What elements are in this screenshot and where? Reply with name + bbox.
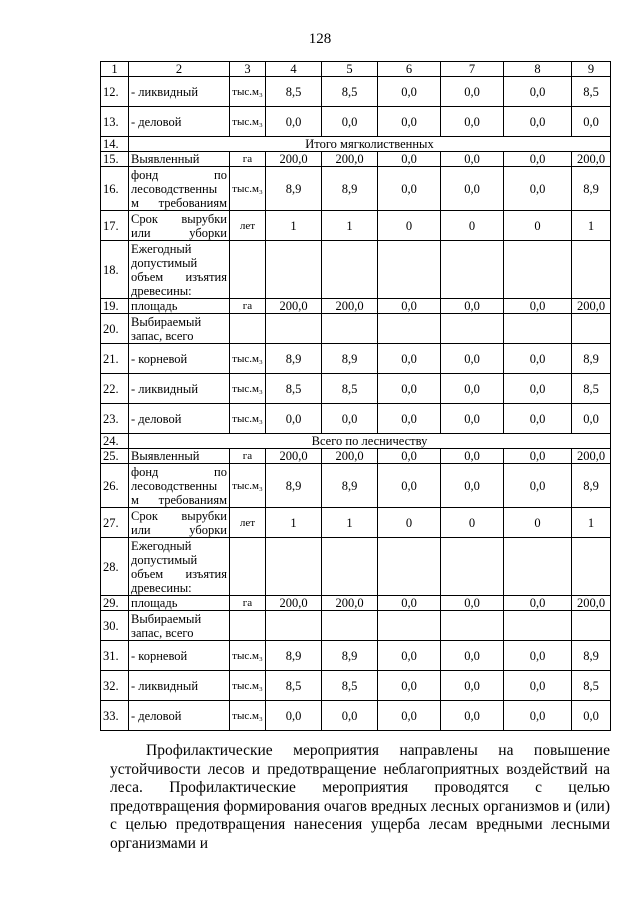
value-cell: 200,0 [572, 596, 611, 611]
unit-cell: га [230, 449, 266, 464]
header-cell: 6 [378, 62, 441, 77]
value-cell: 0,0 [378, 344, 441, 374]
header-cell: 9 [572, 62, 611, 77]
row-name: площадь [129, 299, 230, 314]
value-cell: 0 [441, 211, 504, 241]
row-name: - ликвидный [129, 77, 230, 107]
value-cell: 8,5 [322, 77, 378, 107]
value-cell: 200,0 [572, 152, 611, 167]
body-text [110, 742, 610, 853]
value-cell: 8,5 [572, 671, 611, 701]
row-number: 29. [101, 596, 129, 611]
table-row [101, 701, 611, 731]
value-cell: 0,0 [504, 404, 572, 434]
value-cell: 200,0 [322, 152, 378, 167]
row-number: 28. [101, 538, 129, 596]
row-name: - корневой [129, 641, 230, 671]
table-row [101, 107, 611, 137]
table-row [101, 508, 611, 538]
row-number: 18. [101, 241, 129, 299]
value-cell: 8,5 [572, 77, 611, 107]
value-cell: 0,0 [504, 449, 572, 464]
value-cell: 0,0 [322, 701, 378, 731]
row-name: Срок вырубки или уборки [129, 211, 230, 241]
row-name: - корневой [129, 344, 230, 374]
value-cell: 0,0 [266, 107, 322, 137]
value-cell: 0,0 [441, 671, 504, 701]
value-cell [378, 241, 441, 299]
value-cell: 8,9 [266, 464, 322, 508]
page-number: 128 [308, 31, 332, 47]
value-cell: 0,0 [504, 464, 572, 508]
value-cell: 8,9 [572, 344, 611, 374]
value-cell: 0,0 [441, 449, 504, 464]
value-cell: 8,9 [266, 167, 322, 211]
table-row [101, 344, 611, 374]
value-cell: 1 [322, 211, 378, 241]
value-cell: 0,0 [504, 107, 572, 137]
value-cell: 200,0 [322, 449, 378, 464]
value-cell: 0,0 [504, 167, 572, 211]
row-number: 30. [101, 611, 129, 641]
row-number: 27. [101, 508, 129, 538]
value-cell: 0,0 [441, 596, 504, 611]
row-name: фонд по лесоводственны м требованиям [129, 464, 230, 508]
value-cell [322, 241, 378, 299]
value-cell: 0,0 [378, 167, 441, 211]
unit-cell [230, 314, 266, 344]
row-number: 20. [101, 314, 129, 344]
unit-cell: тыс.м₃ [230, 167, 266, 211]
row-number: 25. [101, 449, 129, 464]
value-cell [266, 611, 322, 641]
value-cell: 0,0 [378, 671, 441, 701]
header-cell: 5 [322, 62, 378, 77]
value-cell [266, 314, 322, 344]
value-cell: 0,0 [504, 152, 572, 167]
value-cell: 200,0 [322, 596, 378, 611]
unit-cell: тыс.м₃ [230, 641, 266, 671]
unit-cell: тыс.м₃ [230, 344, 266, 374]
unit-cell: тыс.м₃ [230, 374, 266, 404]
value-cell: 200,0 [572, 449, 611, 464]
value-cell: 0,0 [378, 404, 441, 434]
value-cell: 0,0 [378, 77, 441, 107]
value-cell: 200,0 [266, 152, 322, 167]
row-name: Выявленный [129, 152, 230, 167]
value-cell: 8,5 [266, 671, 322, 701]
value-cell: 0,0 [378, 299, 441, 314]
value-cell: 200,0 [266, 596, 322, 611]
value-cell: 0 [378, 211, 441, 241]
row-name: Ежегодный допустимый объем изъятия древесины: [129, 241, 230, 299]
value-cell: 0,0 [572, 404, 611, 434]
row-name: Выбираемый запас, всего [129, 611, 230, 641]
section-title: Всего по лесничеству [129, 434, 611, 449]
table-row [101, 641, 611, 671]
value-cell: 0 [441, 508, 504, 538]
row-name: - деловой [129, 107, 230, 137]
section-row [101, 137, 611, 152]
value-cell: 0,0 [572, 107, 611, 137]
table-row [101, 299, 611, 314]
value-cell: 0,0 [441, 701, 504, 731]
value-cell [441, 241, 504, 299]
table-row [101, 152, 611, 167]
value-cell [504, 538, 572, 596]
value-cell: 0,0 [378, 152, 441, 167]
unit-cell: тыс.м₃ [230, 701, 266, 731]
unit-cell: га [230, 299, 266, 314]
unit-cell: га [230, 152, 266, 167]
unit-cell [230, 538, 266, 596]
row-number: 16. [101, 167, 129, 211]
value-cell: 0,0 [504, 701, 572, 731]
row-number: 17. [101, 211, 129, 241]
row-name: - ликвидный [129, 671, 230, 701]
row-number: 21. [101, 344, 129, 374]
unit-cell: лет [230, 211, 266, 241]
value-cell: 0,0 [378, 596, 441, 611]
row-number: 23. [101, 404, 129, 434]
table-row [101, 538, 611, 596]
row-name: - деловой [129, 701, 230, 731]
row-number: 26. [101, 464, 129, 508]
value-cell: 8,5 [266, 374, 322, 404]
unit-cell: лет [230, 508, 266, 538]
table-row [101, 671, 611, 701]
value-cell: 0 [504, 211, 572, 241]
value-cell: 0,0 [266, 404, 322, 434]
table-row [101, 374, 611, 404]
unit-cell: тыс.м₃ [230, 464, 266, 508]
value-cell: 8,9 [266, 641, 322, 671]
value-cell: 0,0 [504, 299, 572, 314]
value-cell [572, 241, 611, 299]
value-cell: 1 [266, 211, 322, 241]
table-row [101, 404, 611, 434]
value-cell [572, 611, 611, 641]
value-cell: 0,0 [378, 449, 441, 464]
value-cell: 1 [572, 211, 611, 241]
unit-cell: га [230, 596, 266, 611]
row-number: 19. [101, 299, 129, 314]
value-cell [504, 241, 572, 299]
value-cell: 0,0 [322, 107, 378, 137]
table-row [101, 167, 611, 211]
unit-cell: тыс.м₃ [230, 107, 266, 137]
table-row [101, 596, 611, 611]
value-cell: 8,9 [322, 464, 378, 508]
value-cell [441, 538, 504, 596]
header-cell: 3 [230, 62, 266, 77]
row-name: Выбираемый запас, всего [129, 314, 230, 344]
value-cell [441, 611, 504, 641]
value-cell: 0,0 [378, 464, 441, 508]
value-cell: 0,0 [504, 641, 572, 671]
row-number: 13. [101, 107, 129, 137]
value-cell: 8,5 [322, 374, 378, 404]
row-number: 32. [101, 671, 129, 701]
header-cell: 1 [101, 62, 129, 77]
table-body [101, 62, 611, 731]
row-number: 14. [101, 137, 129, 152]
value-cell: 0,0 [441, 464, 504, 508]
table-row [101, 77, 611, 107]
header-cell: 7 [441, 62, 504, 77]
value-cell: 0,0 [504, 596, 572, 611]
value-cell: 0,0 [322, 404, 378, 434]
value-cell: 8,9 [572, 167, 611, 211]
value-cell: 200,0 [266, 449, 322, 464]
value-cell: 0,0 [378, 374, 441, 404]
unit-cell: тыс.м₃ [230, 404, 266, 434]
value-cell: 0 [504, 508, 572, 538]
value-cell: 8,5 [266, 77, 322, 107]
value-cell: 1 [572, 508, 611, 538]
value-cell: 1 [266, 508, 322, 538]
row-number: 22. [101, 374, 129, 404]
value-cell: 0,0 [441, 299, 504, 314]
value-cell: 8,9 [322, 344, 378, 374]
value-cell: 200,0 [572, 299, 611, 314]
section-row [101, 434, 611, 449]
section-title: Итого мягколиственных [129, 137, 611, 152]
row-number: 12. [101, 77, 129, 107]
row-name: - деловой [129, 404, 230, 434]
table-row [101, 611, 611, 641]
value-cell [378, 314, 441, 344]
value-cell [504, 314, 572, 344]
value-cell [322, 611, 378, 641]
value-cell: 0,0 [441, 77, 504, 107]
value-cell: 8,5 [322, 671, 378, 701]
value-cell: 0,0 [378, 107, 441, 137]
value-cell: 0,0 [441, 107, 504, 137]
unit-cell: тыс.м₃ [230, 671, 266, 701]
unit-cell [230, 611, 266, 641]
value-cell [378, 611, 441, 641]
value-cell: 200,0 [322, 299, 378, 314]
value-cell: 0,0 [378, 701, 441, 731]
value-cell: 200,0 [266, 299, 322, 314]
value-cell: 8,9 [266, 344, 322, 374]
value-cell: 0,0 [441, 404, 504, 434]
value-cell [266, 241, 322, 299]
value-cell [322, 538, 378, 596]
forest-data-table [100, 61, 611, 731]
value-cell [378, 538, 441, 596]
value-cell: 8,5 [572, 374, 611, 404]
row-number: 24. [101, 434, 129, 449]
value-cell: 0,0 [441, 641, 504, 671]
value-cell: 1 [322, 508, 378, 538]
value-cell [441, 314, 504, 344]
unit-cell [230, 241, 266, 299]
value-cell: 0 [378, 508, 441, 538]
row-number: 15. [101, 152, 129, 167]
value-cell: 0,0 [504, 671, 572, 701]
value-cell [504, 611, 572, 641]
value-cell: 0,0 [504, 374, 572, 404]
row-number: 33. [101, 701, 129, 731]
row-name: площадь [129, 596, 230, 611]
row-number: 31. [101, 641, 129, 671]
value-cell: 0,0 [441, 374, 504, 404]
value-cell: 8,9 [572, 464, 611, 508]
value-cell: 8,9 [572, 641, 611, 671]
value-cell: 0,0 [504, 77, 572, 107]
row-name: фонд по лесоводственны м требованиям [129, 167, 230, 211]
table-row [101, 464, 611, 508]
value-cell: 8,9 [322, 167, 378, 211]
row-name: - ликвидный [129, 374, 230, 404]
value-cell: 0,0 [378, 641, 441, 671]
value-cell: 0,0 [441, 152, 504, 167]
value-cell: 0,0 [441, 167, 504, 211]
value-cell: 8,9 [322, 641, 378, 671]
table-row [101, 314, 611, 344]
row-name: Выявленный [129, 449, 230, 464]
table-header-row [101, 62, 611, 77]
body-paragraph: Профилактические мероприятия направлены на повышение устойчивости лесов и предотвращение неблагоприятных воздействий на леса. Профилактические мероприятия проводятся с целью предотвращения формирования очагов вредных лесных организмов и (или) с целью предотвращения нанесения ущерба лесам вредными лесными организмами и [110, 742, 610, 852]
value-cell: 0,0 [441, 344, 504, 374]
value-cell [572, 538, 611, 596]
unit-cell: тыс.м₃ [230, 77, 266, 107]
table-row [101, 211, 611, 241]
header-cell: 4 [266, 62, 322, 77]
row-name: Ежегодный допустимый объем изъятия древесины: [129, 538, 230, 596]
value-cell [572, 314, 611, 344]
table-row [101, 241, 611, 299]
header-cell: 8 [504, 62, 572, 77]
value-cell [266, 538, 322, 596]
value-cell: 0,0 [504, 344, 572, 374]
value-cell [322, 314, 378, 344]
value-cell: 0,0 [572, 701, 611, 731]
header-cell: 2 [129, 62, 230, 77]
row-name: Срок вырубки или уборки [129, 508, 230, 538]
value-cell: 0,0 [266, 701, 322, 731]
table-row [101, 449, 611, 464]
